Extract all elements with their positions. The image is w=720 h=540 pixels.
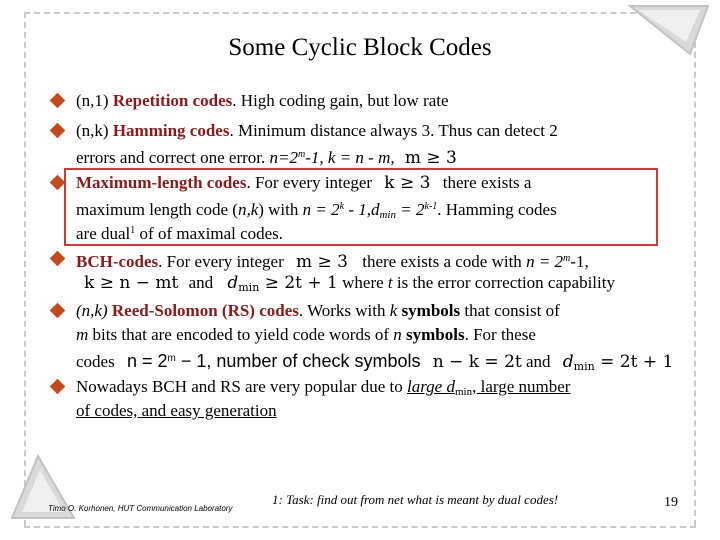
text: and bbox=[188, 273, 214, 292]
bullet-rs-line-2 bbox=[76, 325, 536, 345]
equation-m-ge-3: m ≥ 3 bbox=[404, 148, 457, 168]
equation: n = 2 bbox=[526, 252, 564, 271]
footer-author: Timo O. Korhonen, HUT Communication Laboratory bbox=[48, 504, 233, 513]
bullet-icon bbox=[50, 93, 66, 109]
text: symbols bbox=[406, 325, 465, 344]
text: t bbox=[387, 273, 393, 292]
footnote: 1: Task: find out from net what is meant by dual codes! bbox=[272, 492, 559, 507]
slide-frame-left bbox=[24, 12, 26, 526]
text: n,k bbox=[237, 200, 259, 219]
bullet-icon bbox=[50, 251, 66, 267]
text: m bbox=[76, 325, 89, 344]
text: ) with bbox=[258, 200, 299, 219]
equation: − 1, number of check symbols bbox=[175, 351, 421, 371]
text: large d bbox=[406, 377, 455, 396]
keyword-hamming-codes: Hamming codes bbox=[112, 121, 230, 140]
bullet-rs-line-3 bbox=[76, 349, 673, 377]
text: codes bbox=[76, 352, 115, 371]
bullet-icon bbox=[50, 123, 66, 139]
text: (n,1) bbox=[76, 91, 113, 110]
equation: -1, k = n - m, bbox=[305, 148, 395, 167]
superscript: k-1 bbox=[424, 201, 438, 212]
text: -1, bbox=[570, 252, 589, 271]
equation: - 1, bbox=[344, 200, 371, 219]
equation: = 2t + 1 bbox=[594, 352, 674, 372]
equation: d bbox=[227, 273, 239, 293]
text: , large number bbox=[472, 377, 571, 396]
bullet-bch-line-2 bbox=[76, 273, 615, 298]
text: and bbox=[525, 352, 551, 371]
slide-frame-top bbox=[24, 12, 696, 14]
superscript: m bbox=[298, 149, 306, 160]
page-number: 19 bbox=[664, 495, 678, 510]
text: . High coding gain, but low rate bbox=[232, 91, 449, 110]
keyword-reed-solomon-codes: Reed-Solomon (RS) codes bbox=[111, 301, 299, 320]
text: (n,k) bbox=[76, 121, 113, 140]
text: of codes, and easy generation bbox=[76, 401, 277, 420]
text: Nowadays BCH and RS are very popular due to bbox=[76, 377, 403, 396]
equation: = 2 bbox=[395, 200, 425, 219]
bullet-rs-line-1 bbox=[76, 301, 560, 321]
slide-title: Some Cyclic Block Codes bbox=[228, 34, 492, 61]
text: . Works with bbox=[298, 301, 386, 320]
text: is the error correction capability bbox=[396, 273, 615, 292]
subscript: min bbox=[379, 209, 396, 221]
equation: n = 2 bbox=[126, 351, 168, 371]
text: there exists a code with bbox=[362, 252, 522, 271]
keyword-repetition-codes: Repetition codes bbox=[112, 91, 233, 110]
equation: d bbox=[370, 200, 380, 219]
text: . For these bbox=[464, 325, 536, 344]
text: symbols bbox=[401, 301, 461, 320]
equation-k-ge-n-mt: k ≥ n − mt bbox=[84, 273, 179, 293]
bullet-icon bbox=[50, 303, 66, 319]
text: bits that are encoded to yield code words of bbox=[92, 325, 389, 344]
bullet-popular-line-1 bbox=[76, 377, 570, 402]
text: . For every integer bbox=[246, 173, 373, 192]
subscript: min bbox=[573, 360, 595, 373]
equation: n=2 bbox=[269, 148, 298, 167]
bullet-icon bbox=[50, 379, 66, 395]
bullet-maxlength-line-1 bbox=[76, 173, 531, 193]
equation-k-ge-3: k ≥ 3 bbox=[384, 173, 431, 193]
bullet-hamming-line-2 bbox=[76, 145, 457, 168]
slide-frame-bottom bbox=[24, 526, 696, 528]
bullet-maxlength-line-3 bbox=[76, 221, 283, 244]
text: maximum length code ( bbox=[76, 200, 238, 219]
slide-frame-right bbox=[694, 12, 696, 526]
keyword-maximum-length-codes: Maximum-length codes bbox=[76, 173, 247, 192]
superscript: m bbox=[563, 253, 571, 264]
text: there exists a bbox=[442, 173, 532, 192]
keyword-bch-codes: BCH-codes bbox=[76, 252, 159, 271]
text: are dual bbox=[76, 224, 131, 243]
equation: n = 2 bbox=[302, 200, 340, 219]
text: k bbox=[389, 301, 398, 320]
text: . Hamming codes bbox=[437, 200, 557, 219]
equation-n-k-2t: n − k = 2t bbox=[432, 352, 522, 372]
text: of of maximal codes. bbox=[135, 224, 284, 243]
text: . For every integer bbox=[158, 252, 284, 271]
text: (n,k) bbox=[76, 301, 112, 320]
bullet-repetition-line bbox=[76, 91, 449, 111]
bullet-hamming-line-1 bbox=[76, 121, 558, 141]
text: . Minimum distance always 3. Thus can detect 2 bbox=[229, 121, 558, 140]
equation: ≥ 2t + 1 bbox=[259, 273, 338, 293]
superscript: m bbox=[167, 353, 176, 364]
subscript: min bbox=[454, 386, 473, 398]
bullet-icon bbox=[50, 175, 66, 191]
bullet-popular-line-2 bbox=[76, 401, 277, 421]
text: errors and correct one error. bbox=[76, 148, 266, 167]
text: n bbox=[393, 325, 402, 344]
footnote-marker: 1 bbox=[130, 225, 136, 236]
subscript: min bbox=[238, 281, 260, 294]
bullet-bch-line-1 bbox=[76, 249, 589, 272]
text: that consist of bbox=[464, 301, 560, 320]
superscript: k bbox=[339, 201, 345, 212]
equation: d bbox=[562, 352, 574, 372]
text: where bbox=[342, 273, 384, 292]
equation-m-ge-3: m ≥ 3 bbox=[296, 252, 348, 272]
